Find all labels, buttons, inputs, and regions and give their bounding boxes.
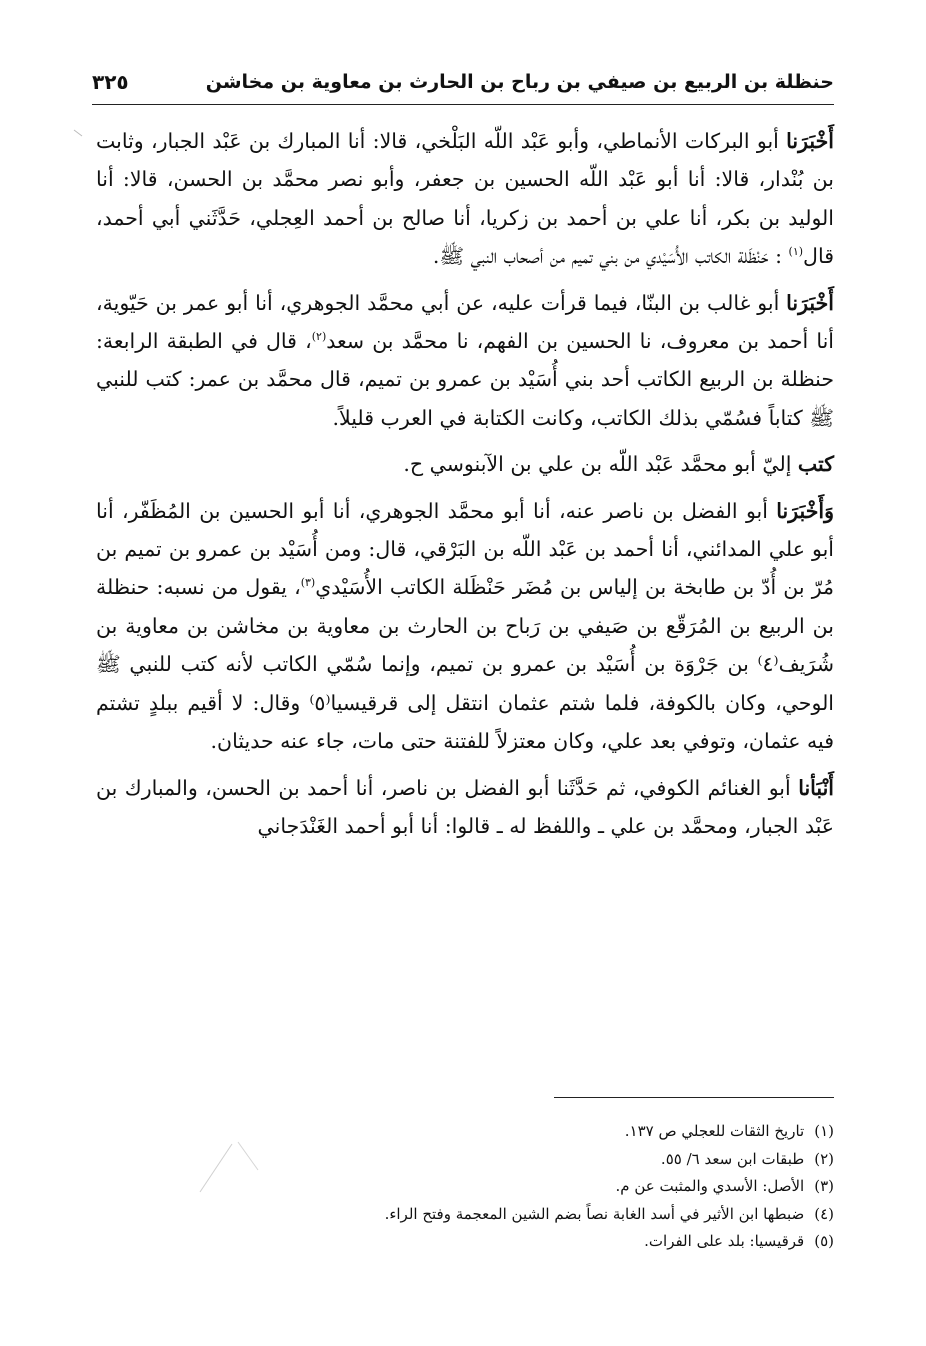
paragraph-keyword: أَنْبَأنا: [798, 775, 834, 800]
main-text: [96, 122, 834, 853]
footnotes: [96, 1118, 834, 1256]
page-header: [92, 62, 834, 102]
paragraph-keyword: أَخْبَرَنا: [786, 129, 834, 153]
paragraph-text-after: : حَنْظَلة الكاتب الأُسَيْدي من بني تميم من أصحاب النبي ﷺ.: [432, 244, 789, 269]
footnote-ref: (٢): [311, 330, 327, 344]
footnote-text: ضبطها ابن الأثير في أسد الغابة نصاً بضم الشين المعجمة وفتح الراء.: [384, 1204, 805, 1223]
footnote-number: (٢): [814, 1149, 834, 1168]
footnote-number: (٣): [814, 1177, 834, 1195]
footnote-number: (٥): [814, 1232, 834, 1250]
paragraph-text: أبو غالب بن البنّا، فيما قرأت عليه، عن أبي محمَّد الجوهري، أنا أبو عمر بن حَيّوية، أنا أحمد بن معروف، نا الحسين بن الفهم، نا محمَّد بن سعد: [96, 290, 834, 354]
footnote-item: [96, 1118, 834, 1146]
paragraph-text: أبو الفضل بن ناصر عنه، أنا أبو محمَّد الجوهري، أنا أبو الحسين بن المُظَفّر، أنا أبو علي المدائني، أنا أحمد بن عَبْد اللّه بن البَرْقي، قال: ومن أُسَيْد بن عمرو بن تميم بن مُرّ بن أُدّ بن طابخة بن إلياس بن مُضَر حَنْظَلة الكاتب الأُسَيْدي: [96, 498, 834, 600]
paragraph-2: [96, 284, 834, 438]
footnote-number: (١): [814, 1122, 834, 1140]
footnote-item: [96, 1228, 834, 1256]
footnote-separator: [554, 1097, 834, 1098]
paragraph-text-after: ، يقول من نسبه: حنظلة بن الربيع بن المُرَقّع بن صَيفي بن رَباح بن الحارث بن معاوية بن مخاشن بن معاوية بن شُرَيف⁽٤⁾ بن جَرْوَة بن أُسَيْد بن عمرو بن تميم، وإنما سُمّي الكاتب لأنه كتب للنبي ﷺ الوحي، وكان بالكوفة، فلما شتم عثمان انتقل إلى قرقيسيا⁽٥⁾ وقال: لا أقيم ببلدٍ تشتم فيه عثمان، وتوفي بعد علي، وكان معتزلاً للفتنة حتى مات، جاء عنه حديثان.: [96, 575, 835, 754]
footnote-item: [96, 1146, 834, 1174]
header-rule: [92, 104, 834, 105]
paragraph-keyword: أَخْبَرَنا: [786, 290, 834, 315]
running-title: حنظلة بن الربيع بن صيفي بن رباح بن الحارث بن معاوية بن مخاشن: [205, 71, 834, 93]
footnote-item: [96, 1201, 834, 1229]
paragraph-5: [96, 769, 834, 846]
page-number: ٣٢٥: [92, 70, 129, 94]
paragraph-text-after: ، قال في الطبقة الرابعة: حنظلة بن الربيع الكاتب أحد بني أُسَيْد بن عمرو بن تميم، قال محمَّد بن عمر: كتب للنبي ﷺ كتاباً فسُمّي بذلك الكاتب، وكانت الكتابة في العرب قليلاً.: [96, 329, 834, 430]
paragraph-text: إليّ أبو محمَّد عَبْد اللّه بن علي بن الآبنوسي ح.: [403, 452, 798, 477]
paragraph-text: أبو الغنائم الكوفي، ثم حَدَّثَنا أبو الفضل بن ناصر، أنا أحمد بن الحسن، والمبارك بن عَبْد الجبار، ومحمَّد بن علي ـ واللفظ له ـ قالوا: أنا أبو أحمد الغَنْدَجاني: [96, 775, 834, 838]
paragraph-keyword: كتب: [797, 452, 834, 477]
footnote-text: قرقيسيا: بلد على الفرات.: [644, 1232, 805, 1250]
footnote-number: (٤): [814, 1204, 834, 1223]
paragraph-1: [96, 122, 834, 276]
footnote-text: الأصل: الأسدي والمثبت عن م.: [615, 1177, 805, 1195]
footnote-ref: (١): [788, 245, 804, 259]
footnote-ref: (٣): [300, 576, 316, 590]
paragraph-3: [96, 445, 834, 483]
footnote-item: [96, 1173, 834, 1201]
paragraph-text: أبو البركات الأنماطي، وأبو عَبْد اللّه البَلْخي، قالا: أنا المبارك بن عَبْد الجبار، وثابت بن بُنْدار، قالا: أنا أبو عَبْد اللّه الحسين بن جعفر، وأبو نصر محمَّد بن الحسن، قالا: أنا الوليد بن بكر، أنا علي بن أحمد بن زكريا، أنا صالح بن أحمد العِجلي، حَدَّثَني أبي أحمد، قال: [96, 129, 834, 269]
scan-stroke: [74, 130, 82, 136]
paragraph-4: [96, 492, 834, 761]
footnote-text: تاريخ الثقات للعجلي ص ١٣٧.: [624, 1122, 805, 1140]
footnote-text: طبقات ابن سعد ٦/ ٥٥.: [660, 1149, 805, 1168]
paragraph-keyword: وَأَخْبَرَنا: [776, 498, 834, 523]
